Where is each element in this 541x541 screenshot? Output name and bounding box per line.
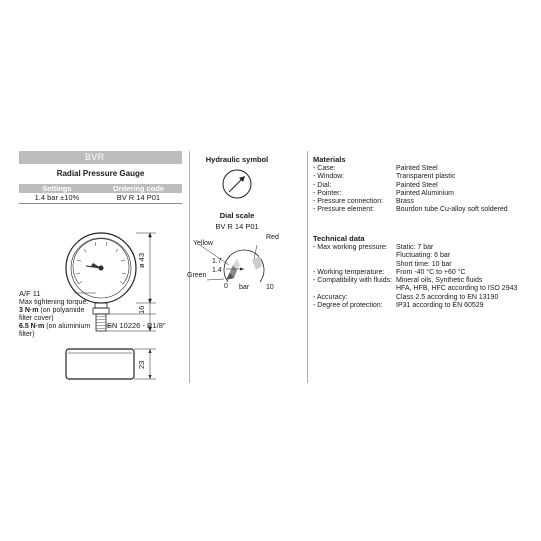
technical-label-accuracy: - Accuracy: (313, 293, 348, 301)
torque-1-note2: filter cover) (19, 315, 54, 322)
hydraulic-symbol (220, 167, 254, 201)
dial-label-ten: 10 (266, 284, 274, 291)
materials-value-pointer: Painted Aluminium (396, 189, 454, 197)
table-header-row (19, 184, 182, 193)
dial-label-1-4: 1.4 (212, 267, 222, 274)
dial-label-unit: bar (239, 284, 250, 291)
dial-scale-title: Dial scale (219, 211, 255, 220)
product-code: BVR (85, 152, 105, 162)
torque-intro: Max tightening torque: (19, 299, 89, 306)
technical-value-fluids: Mineral oils, Synthetic fluids (396, 277, 483, 285)
product-name: Radial Pressure Gauge (56, 169, 145, 178)
materials-value-window: Transparent plastic (396, 173, 456, 181)
materials-title: Materials (313, 155, 346, 164)
materials-label-window: - Window: (313, 173, 345, 181)
materials-label-dial: - Dial: (313, 181, 332, 189)
dial-label-yellow: Yellow (193, 240, 213, 247)
materials-list (313, 165, 383, 215)
technical-label-blank-2 (313, 261, 392, 269)
technical-value-fluctuating: Fluctuating: 6 bar (396, 252, 451, 260)
materials-label-connection: - Pressure connection: (313, 198, 384, 206)
technical-value-fluids-iso: HFA, HFB, HFC according to ISO 2943 (396, 285, 518, 293)
torque-line-2 (19, 323, 90, 331)
table-cell-settings: 1.4 bar ±10% (19, 193, 95, 204)
technical-value-temperature: From -40 °C to +60 °C (396, 268, 466, 276)
dial-label-red: Red (266, 234, 279, 241)
materials-label-case: - Case: (313, 165, 336, 172)
technical-value-short-time: Short time: 10 bar (396, 260, 452, 268)
technical-title: Technical data (313, 234, 365, 243)
technical-label-max-pressure: - Max working pressure: (313, 244, 388, 251)
side-height-dimension-label: 23 (137, 360, 146, 369)
table-cell-ordering-code: BV R 14 P01 (95, 193, 182, 204)
materials-value-case: Painted Steel (396, 165, 438, 172)
table-header-settings: Settings (19, 184, 95, 193)
dial-label-1-7: 1.7 (212, 258, 222, 265)
af-label: A/F 11 (19, 289, 41, 298)
technical-label-blank-3 (313, 285, 392, 293)
technical-values (396, 244, 517, 310)
table-row (19, 193, 182, 204)
hydraulic-symbol-title: Hydraulic symbol (205, 155, 269, 164)
torque-2-note2: filter) (19, 331, 35, 338)
ordering-table (19, 184, 182, 204)
technical-list (313, 244, 392, 310)
materials-values (396, 165, 508, 215)
column-divider-right (307, 151, 308, 383)
technical-value-accuracy: Class 2.5 according to EN 13190 (396, 293, 499, 301)
torque-notes (19, 299, 90, 339)
torque-1-note: (on polyamide (40, 307, 85, 314)
technical-label-protection: - Degree of protection: (313, 302, 383, 310)
technical-label-blank-1 (313, 252, 392, 260)
torque-2-value: 6.5 N·m (19, 323, 45, 330)
thread-label: EN 10226 - R1/8" (107, 321, 166, 330)
torque-1-value: 3 N·m (19, 307, 39, 314)
materials-value-element: Bourdon tube Cu-alloy soft soldered (396, 206, 508, 214)
torque-line-1 (19, 307, 90, 315)
materials-label-pointer: - Pointer: (313, 189, 342, 197)
materials-value-connection: Brass (396, 198, 414, 206)
height-dimension-label: 16 (137, 305, 146, 314)
torque-2-note: (on aluminium (46, 323, 91, 330)
technical-value-protection: IP31 according to EN 60529 (396, 302, 484, 310)
technical-label-compatibility: - Compatibility with fluids: (313, 277, 392, 285)
technical-label-temperature: - Working temperature: (313, 268, 385, 276)
materials-label-element: - Pressure element: (313, 206, 375, 214)
technical-value-static: Static: 7 bar (396, 244, 434, 251)
dial-scale-code: BV R 14 P01 (215, 222, 259, 231)
table-header-ordering-code: Ordering code (95, 184, 182, 193)
dial-label-green: Green (187, 272, 207, 279)
materials-value-dial: Painted Steel (396, 181, 438, 189)
dial-label-zero: 0 (224, 283, 228, 290)
product-title-bar (19, 151, 182, 164)
diameter-dimension-label: ø 43 (137, 252, 146, 268)
